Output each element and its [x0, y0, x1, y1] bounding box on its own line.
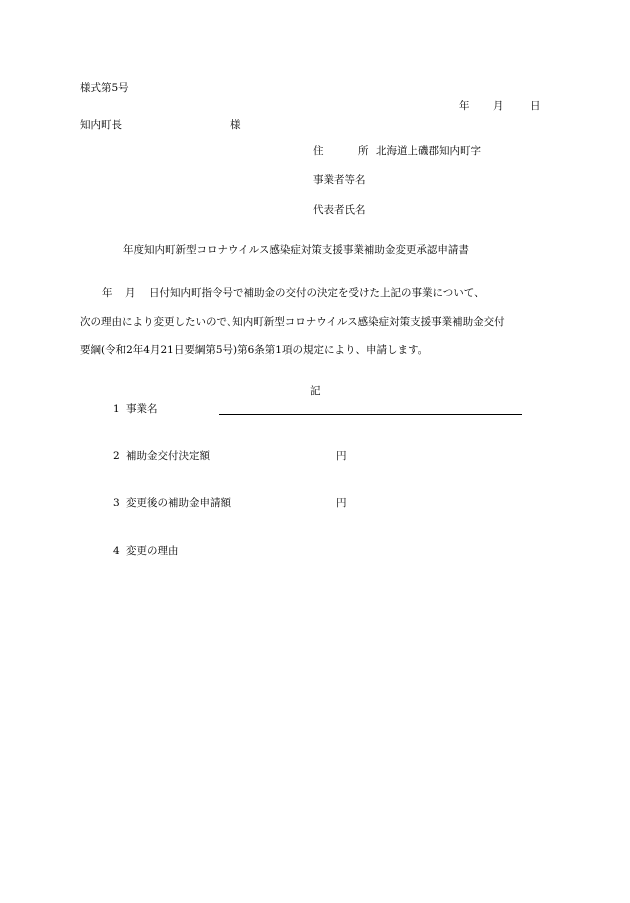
item-4-number: 4 [113, 545, 120, 557]
date-day-label: 日 [530, 100, 541, 112]
item-2-unit: 円 [336, 450, 347, 462]
item-2-label: 補助金交付決定額 [126, 450, 210, 462]
record-heading: 記 [310, 385, 321, 397]
date-month-label: 月 [493, 100, 504, 112]
address-value: 北海道上磯郡知内町字 [376, 145, 481, 157]
document-title: 年度知内町新型コロナウイルス感染症対策支援事業補助金変更承認申請書 [123, 244, 469, 256]
business-name-underline [219, 414, 522, 415]
form-number: 様式第5号 [80, 82, 129, 94]
item-1-number: 1 [113, 403, 120, 415]
item-3-unit: 円 [336, 497, 347, 509]
body-year: 年 [102, 287, 113, 299]
address-label-1: 住 [313, 145, 324, 157]
item-1-label: 事業名 [126, 403, 158, 415]
body-line-3: 要綱(令和2年4月21日要綱第5号)第6条第1項の規定により、申請します。 [80, 344, 429, 356]
addressee-honorific: 様 [230, 119, 241, 131]
item-2-number: 2 [113, 450, 120, 462]
body-month: 月 [125, 287, 136, 299]
addressee-name: 知内町長 [80, 119, 122, 131]
date-year-label: 年 [459, 100, 470, 112]
body-line-2: 次の理由により変更したいので､知内町新型コロナウイルス感染症対策支援事業補助金交付 [80, 316, 505, 328]
body-line-1: 日付知内町指令号で補助金の交付の決定を受けた上記の事業について、 [149, 287, 485, 299]
item-3-label: 変更後の補助金申請額 [126, 497, 231, 509]
item-4-label: 変更の理由 [126, 545, 179, 557]
representative-label: 代表者氏名 [313, 204, 366, 216]
address-label-2: 所 [358, 145, 369, 157]
item-3-number: 3 [113, 497, 120, 509]
business-name-label: 事業者等名 [313, 174, 366, 186]
